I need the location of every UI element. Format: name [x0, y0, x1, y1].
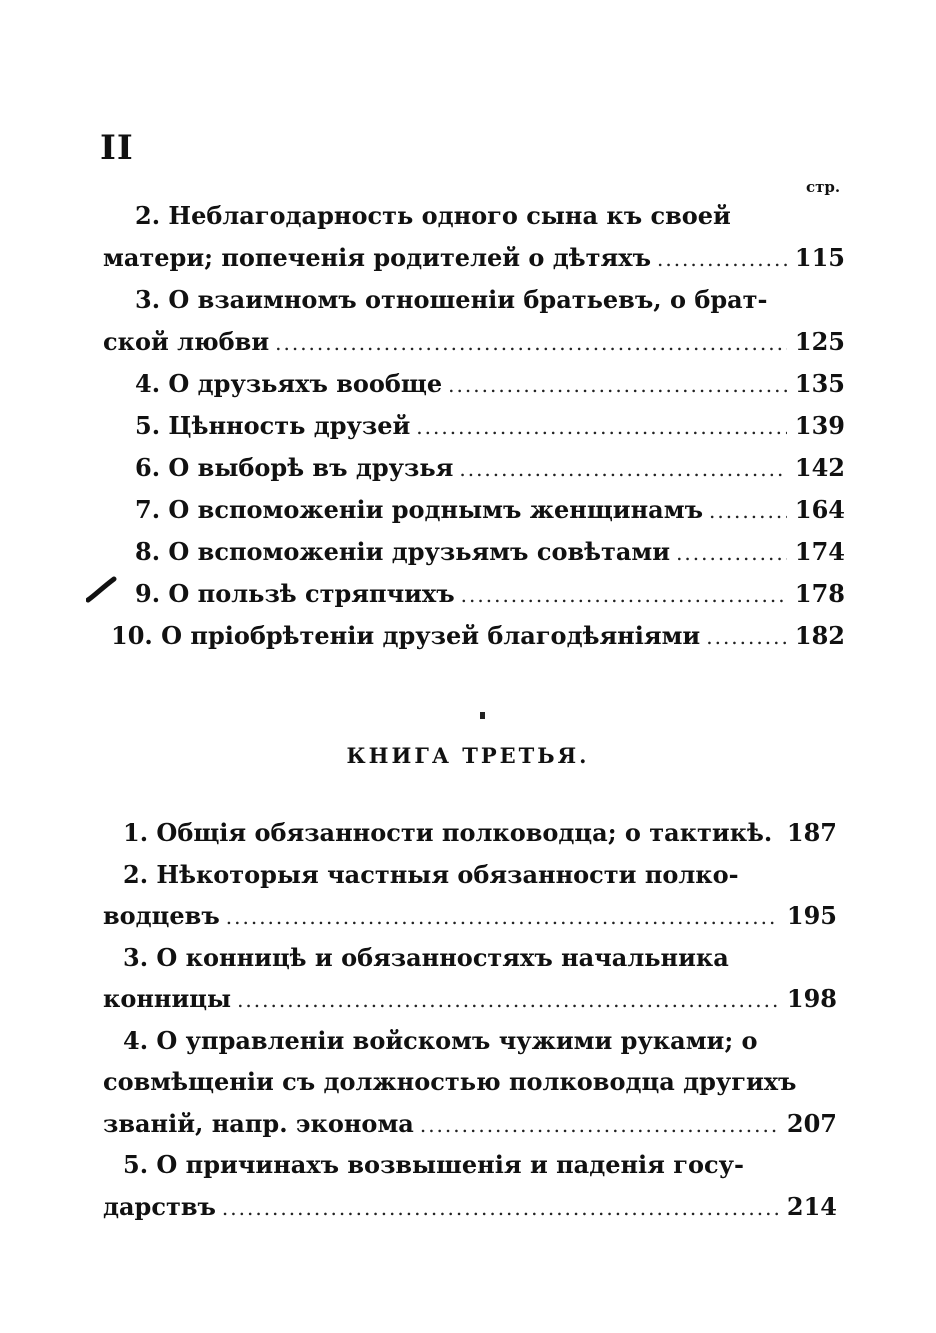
- toc-page-number: 125: [794, 327, 845, 356]
- toc-line: [103, 1103, 837, 1145]
- toc-page-number: 214: [786, 1191, 837, 1221]
- dot-leader: [275, 322, 787, 364]
- toc-line: [103, 405, 845, 447]
- dot-leader: [676, 532, 787, 574]
- toc-page-number: 178: [794, 579, 845, 608]
- toc-entry-text: 6. О выборѣ въ друзья: [135, 453, 454, 482]
- page-number: II: [100, 128, 134, 168]
- toc-line: [103, 854, 837, 896]
- toc-page-number: 198: [786, 984, 837, 1013]
- toc-entry-text: 10. О пріобрѣтеніи друзей благодѣяніями: [111, 621, 701, 650]
- dot-leader: [706, 616, 787, 658]
- pen-check-mark-icon: [86, 576, 118, 604]
- toc-line: [103, 1020, 837, 1062]
- toc-page-number: 139: [794, 411, 845, 440]
- dot-leader: [709, 490, 787, 532]
- toc-entry-text: 7. О вспоможеніи роднымъ женщинамъ: [135, 495, 703, 524]
- toc-entry-text: 2. Нѣкоторыя частныя обязанности полко-: [123, 859, 739, 889]
- toc-line: [103, 447, 845, 489]
- toc-line: [103, 978, 837, 1020]
- book-three-contents: [103, 812, 837, 1227]
- toc-line: [103, 1061, 837, 1103]
- toc-line: [103, 895, 837, 937]
- toc-entry-text: ской любви: [103, 327, 270, 356]
- toc-entry-text: 4. О друзьяхъ вообще: [135, 369, 443, 398]
- toc-entry-text: 3. О взаимномъ отношеніи братьевъ, о брат-: [135, 285, 768, 314]
- toc-entry-text: 2. Неблагодарность одного сына къ своей: [135, 201, 731, 230]
- toc-entry-text: званій, напр. эконома: [103, 1108, 414, 1138]
- toc-line: [103, 573, 845, 615]
- book-two-contents: [103, 195, 845, 657]
- toc-page-number: 142: [794, 453, 845, 482]
- toc-line: [103, 812, 837, 854]
- toc-line: [103, 195, 845, 237]
- toc-line: [103, 531, 845, 573]
- toc-page-number: 174: [794, 537, 845, 566]
- toc-entry-text: совмѣщеніи съ должностью полководца другихъ: [103, 1067, 797, 1096]
- toc-entry-text: 1. Общія обязанности полководца; о тактикѣ.: [123, 818, 773, 847]
- toc-line: [103, 279, 845, 321]
- toc-page-number: 207: [786, 1108, 837, 1138]
- toc-entry-text: 8. О вспоможеніи друзьямъ совѣтами: [135, 537, 671, 566]
- dot-leader: [226, 897, 779, 939]
- book-three-title: КНИГА ТРЕТЬЯ.: [346, 743, 590, 768]
- toc-line: [103, 237, 845, 279]
- toc-entry-text: конницы: [103, 984, 232, 1013]
- toc-entry-text: 4. О управленіи войскомъ чужими руками; о: [123, 1025, 758, 1055]
- toc-line: [103, 489, 845, 531]
- toc-entry-text: 9. О пользѣ стряпчихъ: [135, 579, 455, 608]
- dot-leader: [222, 1188, 779, 1230]
- toc-entry-text: дарствъ: [103, 1191, 216, 1221]
- toc-entry-text: 5. Цѣнность друзей: [135, 411, 411, 440]
- toc-entry-text: водцевъ: [103, 901, 220, 930]
- page-column-label: стр.: [806, 178, 841, 196]
- toc-entry-text: 3. О конницѣ и обязанностяхъ начальника: [123, 942, 729, 972]
- dot-leader: [461, 574, 787, 616]
- toc-page-number: 135: [794, 369, 845, 398]
- dot-leader: [459, 448, 787, 490]
- toc-line: [103, 937, 837, 979]
- toc-page-number: 115: [794, 243, 845, 272]
- dot-leader: [657, 238, 787, 280]
- dot-leader: [420, 1105, 779, 1147]
- dot-leader: [448, 364, 787, 406]
- toc-page-number: 182: [794, 621, 845, 650]
- ornament-dot: [480, 712, 485, 719]
- dot-leader: [237, 980, 779, 1022]
- toc-entry-text: матери; попеченія родителей о дѣтяхъ: [103, 243, 651, 272]
- toc-line: [103, 1186, 837, 1228]
- toc-page-number: 195: [786, 901, 837, 930]
- toc-line: [103, 321, 845, 363]
- toc-page-number: 164: [794, 495, 845, 524]
- dot-leader: [416, 406, 787, 448]
- toc-page-number: 187: [786, 818, 837, 847]
- toc-entry-text: 5. О причинахъ возвышенія и паденія госу-: [123, 1150, 744, 1179]
- toc-line: [103, 363, 845, 405]
- toc-line: [103, 1144, 837, 1186]
- toc-line: [103, 615, 845, 657]
